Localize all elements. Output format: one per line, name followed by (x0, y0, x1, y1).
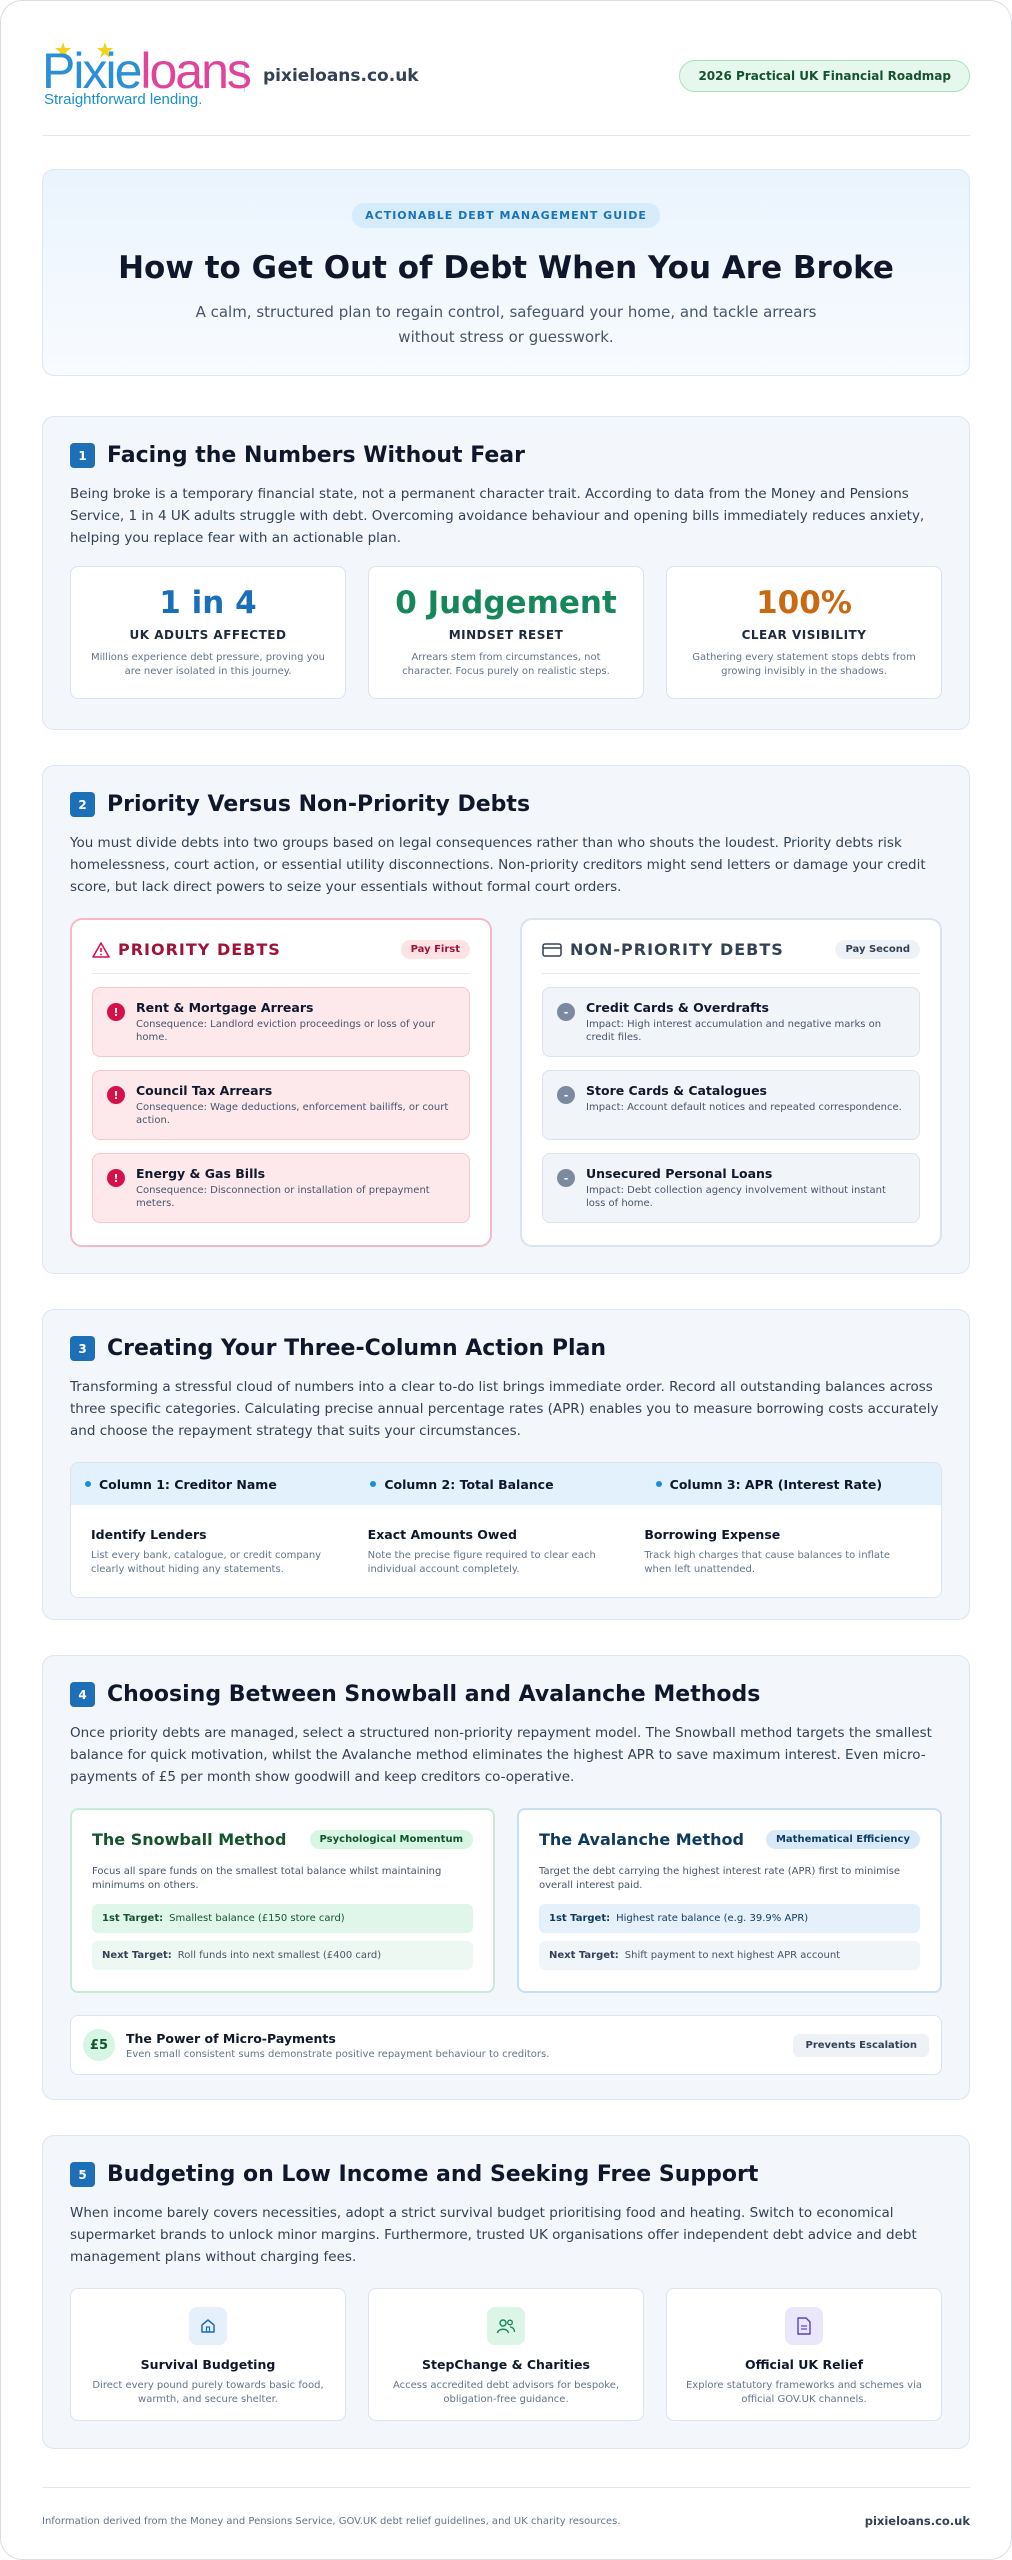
site-footer (42, 2488, 970, 2554)
column-cell (368, 1527, 645, 1577)
stat-description: Millions experience debt pressure, proving you are never isolated in this journey. (91, 652, 325, 677)
next-target-row (539, 1941, 920, 1970)
debt-impact: Impact: Account default notices and repeated correspondence. (586, 1102, 902, 1113)
pay-first-badge: Pay First (401, 940, 470, 959)
non-priority-header (542, 940, 920, 974)
section-header (70, 792, 942, 817)
priority-debt-item (92, 1070, 470, 1140)
stat-value: 0 Judgement (395, 585, 617, 621)
stat-label: MINDSET RESET (448, 628, 564, 642)
debt-impact: Impact: Debt collection agency involvement without instant loss of home. (586, 1185, 886, 1209)
method-title: The Snowball Method (92, 1830, 287, 1849)
stat-value: 100% (756, 585, 852, 621)
footer-sources: Information derived from the Money and Pensions Service, GOV.UK debt relief guidelines, and UK charity resources. (42, 2515, 621, 2527)
minus-icon: - (557, 1169, 575, 1187)
section-budgeting-support (42, 2135, 970, 2449)
debt-name: Credit Cards & Overdrafts (586, 1000, 769, 1015)
avalanche-method-card (517, 1808, 942, 1993)
section-header (70, 443, 942, 468)
stat-label: UK ADULTS AFFECTED (129, 628, 287, 642)
section-title: Budgeting on Low Income and Seeking Free Support (107, 2162, 759, 2187)
document-icon (785, 2307, 823, 2345)
bullet-dot (85, 1481, 91, 1487)
method-title: The Avalanche Method (539, 1830, 744, 1849)
micro-title: The Power of Micro-Payments (126, 2030, 336, 2046)
debt-consequence: Consequence: Disconnection or installation of prepayment meters. (136, 1185, 430, 1209)
site-header (42, 41, 970, 111)
support-card (666, 2288, 942, 2421)
section-repayment-methods (42, 1655, 970, 2100)
stat-description: Gathering every statement stops debts from growing invisibly in the shadows. (692, 652, 916, 677)
target-label: Next Target: (102, 1950, 172, 1961)
hero-badge: ACTIONABLE DEBT MANAGEMENT GUIDE (352, 203, 660, 228)
section-title: Creating Your Three-Column Action Plan (107, 1336, 607, 1361)
target-value: Roll funds into next smallest (£400 card) (177, 1950, 382, 1961)
column-title: Identify Lenders (91, 1527, 207, 1542)
debt-name: Store Cards & Catalogues (586, 1083, 767, 1098)
next-target-row (92, 1941, 473, 1970)
action-plan-table (70, 1462, 942, 1598)
logo-tagline: Straightforward lending. (44, 91, 203, 108)
logo-word-loans: loans (140, 43, 250, 99)
section-number: 3 (70, 1336, 95, 1361)
section-header (70, 1682, 942, 1707)
column-header (85, 1477, 370, 1492)
action-plan-body-row (71, 1505, 941, 1597)
stat-card (368, 566, 644, 699)
section-number: 2 (70, 792, 95, 817)
section-title: Facing the Numbers Without Fear (107, 443, 525, 468)
section-body: Transforming a stressful cloud of numbers into a clear to-do list brings immediate order. Record all outstanding balances across three specific categories. Calculating precise annual percentage rates (APR) enables you to measure borrowing costs accurately and choose the repayment strategy that suits your circumstances. (70, 1379, 939, 1439)
column-header (656, 1477, 941, 1492)
site-domain: pixieloans.co.uk (263, 66, 419, 86)
column-cell (644, 1527, 921, 1577)
section-header (70, 1336, 942, 1361)
non-priority-debt-item (542, 1070, 920, 1140)
support-title: Official UK Relief (744, 2357, 864, 2372)
alert-icon: ! (107, 1169, 125, 1187)
column-title: Borrowing Expense (644, 1527, 781, 1542)
target-value: Smallest balance (£150 store card) (169, 1913, 345, 1924)
home-icon (189, 2307, 227, 2345)
section-number: 5 (70, 2162, 95, 2187)
section-title: Priority Versus Non-Priority Debts (107, 792, 531, 817)
alert-icon: ! (107, 1003, 125, 1021)
micro-payments-banner (70, 2015, 942, 2075)
support-card (70, 2288, 346, 2421)
debt-consequence: Consequence: Landlord eviction proceedings or loss of your home. (136, 1019, 436, 1043)
column-header-label: Column 1: Creditor Name (99, 1476, 277, 1492)
column-title: Exact Amounts Owed (367, 1527, 517, 1542)
support-description: Explore statutory frameworks and schemes via official GOV.UK channels. (685, 2380, 922, 2405)
footer-domain-link[interactable]: pixieloans.co.uk (864, 2514, 970, 2528)
stat-value: 1 in 4 (159, 585, 257, 621)
priority-debt-item (92, 987, 470, 1057)
logo-word-pixie: Pixie (42, 43, 141, 99)
section-body: Being broke is a temporary financial state, not a permanent character trait. According to data from the Money and Pensions Service, 1 in 4 UK adults struggle with debt. Overcoming avoidance behaviour and opening bills immediately reduces anxiety, helping you replace fear with an actionable plan. (70, 486, 925, 546)
warning-icon (92, 942, 110, 958)
stat-cards (70, 566, 942, 699)
five-pound-coin-icon: £5 (83, 2029, 115, 2061)
pixieloans-logo[interactable] (42, 41, 250, 111)
roadmap-badge: 2026 Practical UK Financial Roadmap (679, 60, 970, 92)
section-facing-numbers (42, 416, 970, 730)
section-header (70, 2162, 942, 2187)
section-body: Once priority debts are managed, select a structured non-priority repayment model. The Snowball method targets the smallest balance for quick motivation, whilst the Avalanche method eliminates the highest APR to save maximum interest. Even micro-payments of £5 per month show goodwill and keep creditors co-operative. (70, 1725, 932, 1785)
debt-name: Rent & Mortgage Arrears (136, 1000, 314, 1015)
action-plan-header-row (71, 1463, 941, 1505)
target-label: 1st Target: (549, 1913, 611, 1924)
debt-name: Council Tax Arrears (136, 1083, 273, 1098)
target-label: 1st Target: (102, 1913, 164, 1924)
non-priority-debts-card (520, 918, 942, 1247)
column-description: List every bank, catalogue, or credit company clearly without hiding any statements. (91, 1550, 322, 1575)
first-target-row (539, 1904, 920, 1933)
alert-icon: ! (107, 1086, 125, 1104)
method-cards (70, 1808, 942, 1993)
target-label: Next Target: (549, 1950, 619, 1961)
target-value: Highest rate balance (e.g. 39.9% APR) (616, 1913, 809, 1924)
section-body: You must divide debts into two groups based on legal consequences rather than who shouts the loudest. Priority debts risk homelessness, court action, or essential utility disconnections. Non-priority creditors might send letters or damage your credit score, but lack direct powers to seize your essentials without formal court orders. (70, 835, 926, 895)
pay-second-badge: Pay Second (835, 940, 920, 959)
column-header-label: Column 3: APR (Interest Rate) (669, 1476, 883, 1492)
brand (42, 41, 419, 111)
debt-impact: Impact: High interest accumulation and negative marks on credit files. (586, 1019, 882, 1043)
support-cards (70, 2288, 942, 2421)
support-title: Survival Budgeting (140, 2357, 276, 2372)
page-title: How to Get Out of Debt When You Are Broke (118, 250, 894, 286)
support-card (368, 2288, 644, 2421)
section-priority-debts (42, 765, 970, 1274)
prevents-escalation-badge: Prevents Escalation (793, 2034, 929, 2057)
method-badge: Psychological Momentum (310, 1830, 473, 1849)
method-description: Target the debt carrying the highest interest rate (APR) first to minimise overall interest paid. (539, 1866, 901, 1891)
stat-card (666, 566, 942, 699)
column-header (370, 1477, 655, 1492)
minus-icon: - (557, 1086, 575, 1104)
support-title: StepChange & Charities (422, 2357, 590, 2372)
section-body: When income barely covers necessities, adopt a strict survival budget prioritising food and heating. Switch to economical supermarket brands to unlock minor margins. Furthermore, trusted UK organisations offer independent debt advice and debt management plans without charging fees. (70, 2205, 917, 2265)
non-priority-title: NON-PRIORITY DEBTS (570, 940, 784, 959)
people-icon (487, 2307, 525, 2345)
first-target-row (92, 1904, 473, 1933)
column-description: Track high charges that cause balances to inflate when left unattended. (644, 1550, 891, 1575)
hero-subtitle: A calm, structured plan to regain control, safeguard your home, and tackle arrears without stress or guesswork. (195, 303, 817, 346)
stat-description: Arrears stem from circumstances, not character. Focus purely on realistic steps. (402, 652, 610, 677)
target-value: Shift payment to next highest APR account (624, 1950, 841, 1961)
credit-card-icon (542, 942, 562, 958)
priority-debts-card (70, 918, 492, 1247)
column-cell (91, 1527, 368, 1577)
non-priority-debt-item (542, 1153, 920, 1223)
micro-description: Even small consistent sums demonstrate positive repayment behaviour to creditors. (126, 2048, 550, 2060)
column-description: Note the precise figure required to clear each individual account completely. (367, 1550, 596, 1575)
non-priority-debt-item (542, 987, 920, 1057)
header-rule (42, 135, 970, 136)
column-header-label: Column 2: Total Balance (384, 1476, 554, 1492)
section-title: Choosing Between Snowball and Avalanche Methods (107, 1682, 761, 1707)
debt-columns (70, 918, 942, 1247)
priority-header (92, 940, 470, 974)
minus-icon: - (557, 1003, 575, 1021)
support-description: Access accredited debt advisors for bespoke, obligation-free guidance. (392, 2380, 620, 2405)
debt-name: Energy & Gas Bills (136, 1166, 266, 1181)
section-action-plan (42, 1309, 970, 1620)
stat-card (70, 566, 346, 699)
bullet-dot (656, 1481, 662, 1487)
support-description: Direct every pound purely towards basic food, warmth, and secure shelter. (92, 2380, 324, 2405)
stat-label: CLEAR VISIBILITY (741, 628, 867, 642)
hero (42, 169, 970, 376)
section-number: 1 (70, 443, 95, 468)
debt-name: Unsecured Personal Loans (586, 1166, 773, 1181)
priority-debt-item (92, 1153, 470, 1223)
priority-title: PRIORITY DEBTS (118, 940, 281, 959)
debt-consequence: Consequence: Wage deductions, enforcement bailiffs, or court action. (136, 1102, 449, 1126)
method-description: Focus all spare funds on the smallest total balance whilst maintaining minimums on others. (92, 1866, 442, 1891)
snowball-method-card (70, 1808, 495, 1993)
method-badge: Mathematical Efficiency (766, 1830, 920, 1849)
section-number: 4 (70, 1682, 95, 1707)
bullet-dot (370, 1481, 376, 1487)
